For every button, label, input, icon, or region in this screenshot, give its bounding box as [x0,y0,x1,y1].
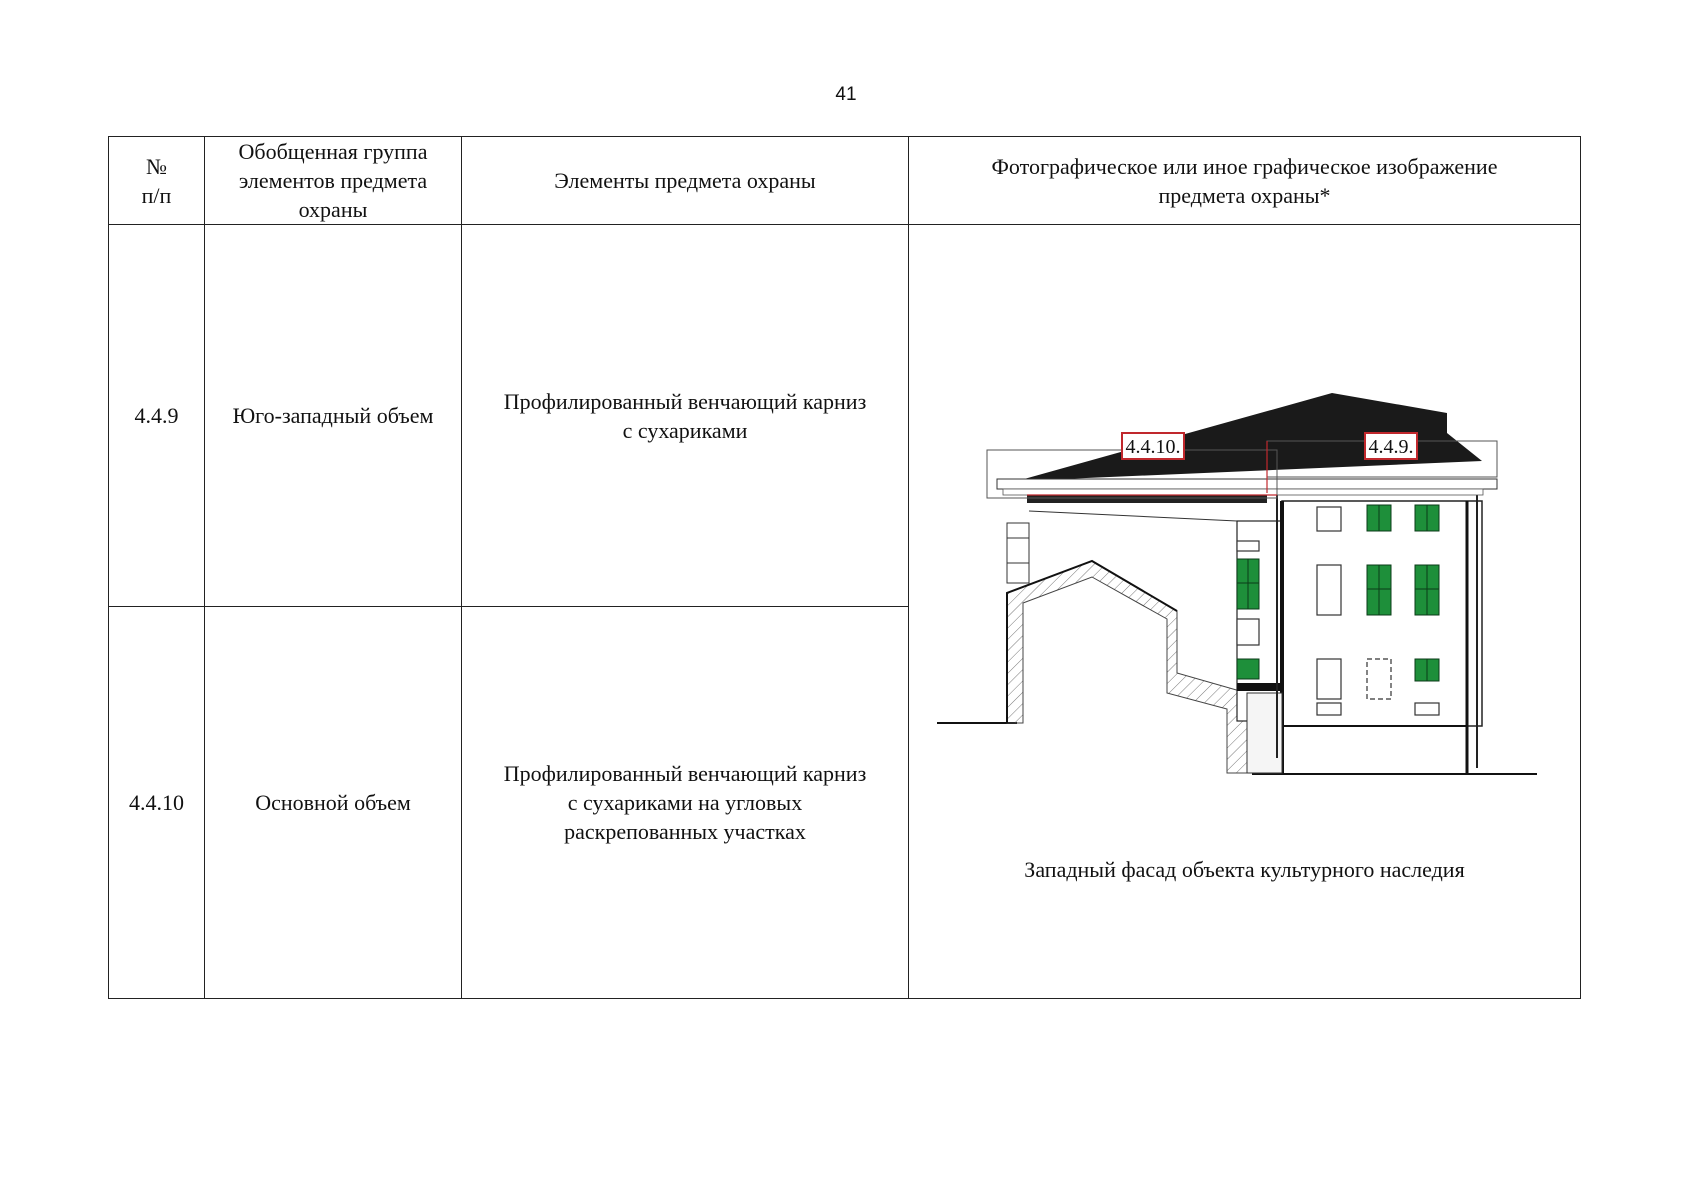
image-cell [909,225,1581,999]
image-caption: Западный фасад объекта культурного наследия [1024,857,1465,882]
row-elements [462,607,909,999]
west-facade-drawing [937,393,1557,793]
header-group [205,137,462,225]
element-line: Профилированный венчающий карниз [503,761,867,786]
row-elements [462,225,909,607]
header-line: Элементы предмета охраны [554,168,816,193]
element-line: с сухариками [622,417,748,443]
header-line: элементов предмета [238,168,428,193]
window [1237,659,1259,679]
table-row [109,225,1581,607]
element-line: Профилированный венчающий карниз [503,388,867,414]
row-group: Основной объем [205,607,462,999]
header-image [909,137,1581,225]
row-number: 4.4.9 [109,225,205,607]
element-line: с сухариками на угловых [567,790,803,815]
neighbor-wall [1007,561,1247,773]
header-number [109,137,205,225]
row-group: Юго-западный объем [205,225,462,607]
label-text: 4.4.10. [1125,436,1181,458]
protection-table [108,136,1581,999]
page-number: 41 [835,84,857,105]
row-number: 4.4.10 [109,607,205,999]
element-line: раскрепованных участках [564,819,806,844]
label-text: 4.4.9. [1368,436,1414,458]
header-line: предмета охраны* [1158,182,1331,208]
header-elements [462,137,909,225]
table-header-row [109,137,1581,225]
header-line: Обобщенная группа [238,139,428,164]
header-line: № [146,153,167,179]
header-line: Фотографическое или иное графическое изображение [991,153,1498,179]
roof [997,393,1497,503]
header-line: охраны [298,197,368,222]
header-line: п/п [141,182,172,208]
